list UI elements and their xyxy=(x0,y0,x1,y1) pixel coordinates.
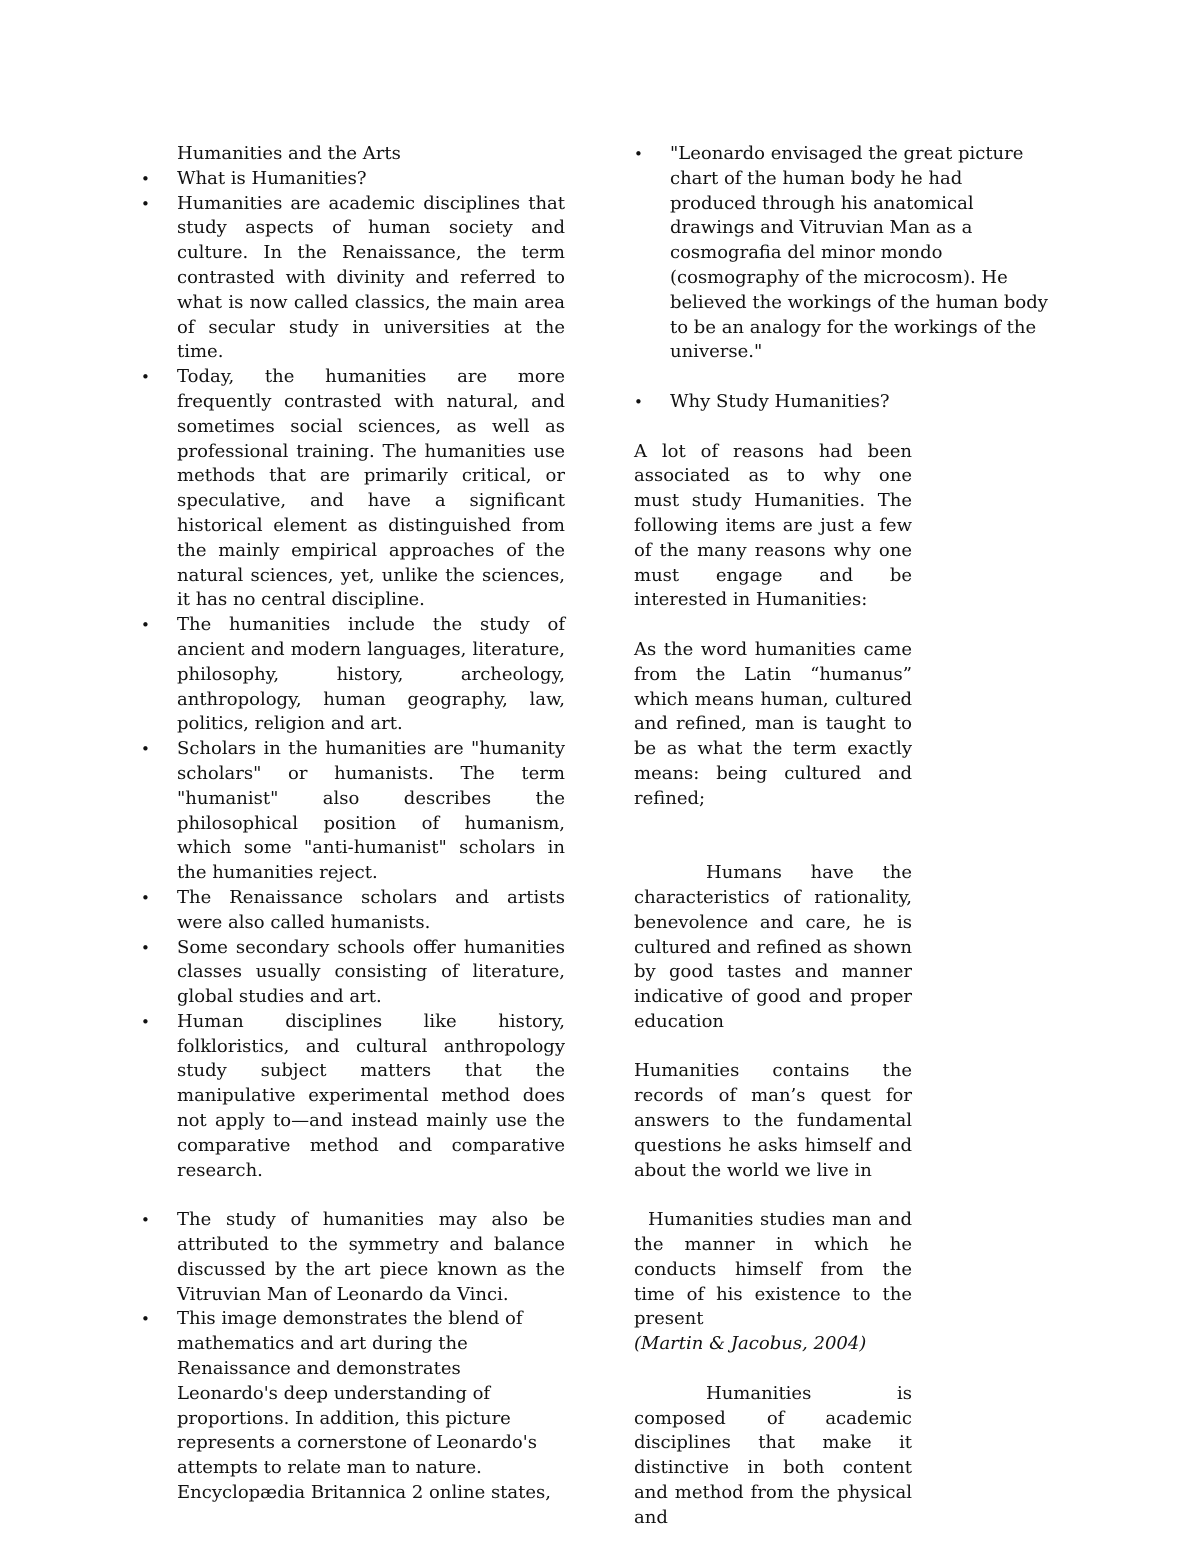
spacer xyxy=(634,812,1054,837)
paragraph-records: Humanities contains the records of man’s quest for answers to the fundamental questions he asks himself and about the world we live in xyxy=(634,1060,912,1181)
paragraph-humans: Humans have the characteristics of rationality, benevolence and care, he is cultured and refined as shown by good tastes and manner indicative of good and proper education xyxy=(634,862,912,1032)
paragraph-latin: As the word humanities came from the Latin “humanus” which means human, cultured and refined, man is taught to be as what the term exactly means: being cultured and refined; xyxy=(634,638,912,809)
citation: (Martin & Jacobus, 2004) xyxy=(634,1333,867,1355)
paragraph-intro: A lot of reasons had been associated as to why one must study Humanities. The following items are just a few of the many reasons why one must engage and be interested in Humanities: xyxy=(634,440,912,611)
spacer xyxy=(634,1035,1054,1060)
paragraph-studies: Humanities studies man and the manner in which he conducts himself from the time of his existence to the present xyxy=(634,1209,912,1330)
bullet-vitruvian: • The study of humanities may also be attributed to the symmetry and balance discussed by the art piece known as the Vitruvian Man of Leonardo da Vinci. xyxy=(141,1208,565,1307)
bullet-leonardo-quote: • "Leonardo envisaged the great picture chart of the human body he had produced through his anatomical drawings and Vitruvian Man as a cosmografia del minor mondo (cosmography of the microcosm). He believed the workings of the human body to be an analogy for the workings of the universe." xyxy=(634,142,1054,365)
spacer xyxy=(141,1183,565,1208)
document-title: Humanities and the Arts xyxy=(177,143,401,164)
left-bullet-list xyxy=(141,167,565,1506)
bullet-definition: • Humanities are academic disciplines that study aspects of human society and culture. In the Renaissance, the term contrasted with divinity and referred to what is now called classics, the main area of secular study in universities at the time. xyxy=(141,192,565,366)
spacer xyxy=(634,365,1054,390)
spacer xyxy=(634,836,1054,861)
bullet-disciplines: • Human disciplines like history, folkloristics, and cultural anthropology study subject matters that the manipulative experimental method does not apply to—and instead mainly use the comparative method and comparative research. xyxy=(141,1010,565,1184)
spacer xyxy=(634,1357,1054,1382)
bullet-image-demonstrates: • This image demonstrates the blend of mathematics and art during the Renaissance and demonstrates Leonardo's deep understanding of proportions. In addition, this picture represents a cornerstone of Leonardo's attempts to relate man to nature. Encyclopædia Britannica 2 online states, xyxy=(141,1307,565,1505)
bullet-secondary-schools: • Some secondary schools offer humanities classes usually consisting of literature, global studies and art. xyxy=(141,936,565,1010)
bullet-include: • The humanities include the study of ancient and modern languages, literature, philosophy, history, archeology, anthropology, human geography, law, politics, religion and art. xyxy=(141,613,565,737)
right-column xyxy=(634,142,1054,1531)
spacer xyxy=(634,1183,1054,1208)
paragraph-composed: Humanities is composed of academic disciplines that make it distinctive in both content and method from the physical and xyxy=(634,1382,912,1528)
bullet-what-is-humanities: • What is Humanities? xyxy=(141,167,565,192)
spacer xyxy=(634,415,1054,440)
left-column xyxy=(141,142,565,1506)
right-bullet-list xyxy=(634,142,1054,415)
bullet-scholars: • Scholars in the humanities are "humanity scholars" or humanists. The term "humanist" also describes the philosophical position of humanism, which some "anti-humanist" scholars in the humanities reject. xyxy=(141,737,565,886)
bullet-today: • Today, the humanities are more frequently contrasted with natural, and sometimes social sciences, as well as professional training. The humanities use methods that are primarily critical, or speculative, and have a significant historical element as distinguished from the mainly empirical approaches of the natural sciences, yet, unlike the sciences, it has no central discipline. xyxy=(141,365,565,613)
bullet-why-study: • Why Study Humanities? xyxy=(634,390,1054,415)
spacer xyxy=(634,613,1054,638)
bullet-renaissance: • The Renaissance scholars and artists were also called humanists. xyxy=(141,886,565,936)
